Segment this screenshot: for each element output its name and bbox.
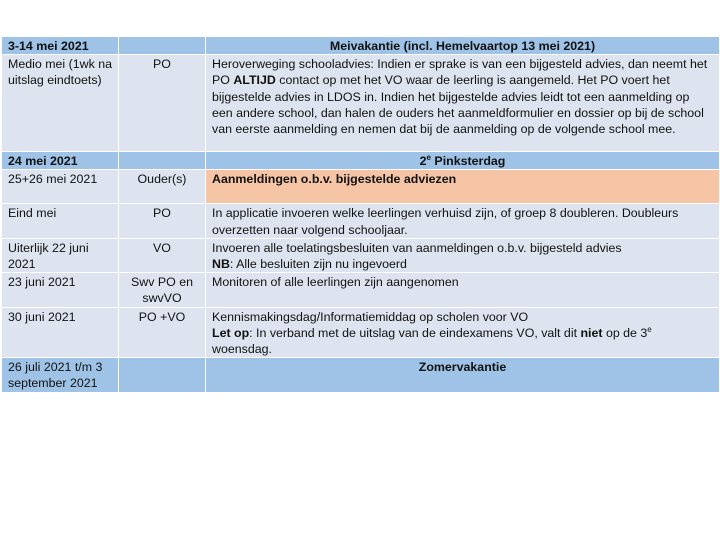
- holiday-title: Meivakantie (incl. Hemelvaartop 13 mei 2021): [206, 37, 720, 55]
- date-cell: 24 mei 2021: [2, 152, 119, 170]
- description-cell: Monitoren of alle leerlingen zijn aangenomen: [206, 273, 720, 307]
- party-cell: [119, 37, 206, 55]
- date-cell: 30 juni 2021: [2, 307, 119, 358]
- table-row: [2, 204, 720, 238]
- table-row: [2, 273, 720, 307]
- party-cell: PO: [119, 204, 206, 238]
- holiday-title: 2e Pinksterdag: [206, 152, 720, 170]
- date-cell: Eind mei: [2, 204, 119, 238]
- description-cell: In applicatie invoeren welke leerlingen verhuisd zijn, of groep 8 doubleren. Doubleurs overzetten naar volgend schooljaar.: [206, 204, 720, 238]
- table-row: [2, 37, 720, 55]
- date-cell: Uiterlijk 22 juni 2021: [2, 238, 119, 272]
- date-cell: 25+26 mei 2021: [2, 170, 119, 204]
- description-cell: Kennismakingsdag/Informatiemiddag op scholen voor VO Let op: In verband met de uitslag van de eindexamens VO, valt dit niet op de 3e woensdag.: [206, 307, 720, 358]
- party-cell: PO: [119, 55, 206, 152]
- date-cell: 26 juli 2021 t/m 3 september 2021: [2, 358, 119, 392]
- date-cell: 3-14 mei 2021: [2, 37, 119, 55]
- table-row: [2, 307, 720, 358]
- party-cell: Swv PO en swvVO: [119, 273, 206, 307]
- holiday-title: Zomervakantie: [206, 358, 720, 392]
- party-cell: VO: [119, 238, 206, 272]
- table-row: [2, 358, 720, 392]
- date-cell: 23 juni 2021: [2, 273, 119, 307]
- table-row: [2, 152, 720, 170]
- party-cell: PO +VO: [119, 307, 206, 358]
- highlight-cell: Aanmeldingen o.b.v. bijgestelde adviezen: [206, 170, 720, 204]
- description-cell: Invoeren alle toelatingsbesluiten van aanmeldingen o.b.v. bijgesteld advies NB: Alle besluiten zijn nu ingevoerd: [206, 238, 720, 272]
- table-row: [2, 170, 720, 204]
- table-row: [2, 238, 720, 272]
- table-row: [2, 55, 720, 152]
- description-cell: Heroverweging schooladvies: Indien er sprake is van een bijgesteld advies, dan neemt het PO ALTIJD contact op met het VO waar de leerling is aangemeld. Het PO voert het bijgestelde advies in LDOS in. Indien het bijgestelde advies leidt tot een aanmelding op een andere school, dan halen de ouders het aanmeldformulier en dossier op bij de school van eerste aanmelding en nemen dat bij de aanmelding op de volgende school mee.: [206, 55, 720, 152]
- party-cell: [119, 152, 206, 170]
- party-cell: Ouder(s): [119, 170, 206, 204]
- schedule-table: [1, 36, 720, 393]
- date-cell: Medio mei (1wk na uitslag eindtoets): [2, 55, 119, 152]
- party-cell: [119, 358, 206, 392]
